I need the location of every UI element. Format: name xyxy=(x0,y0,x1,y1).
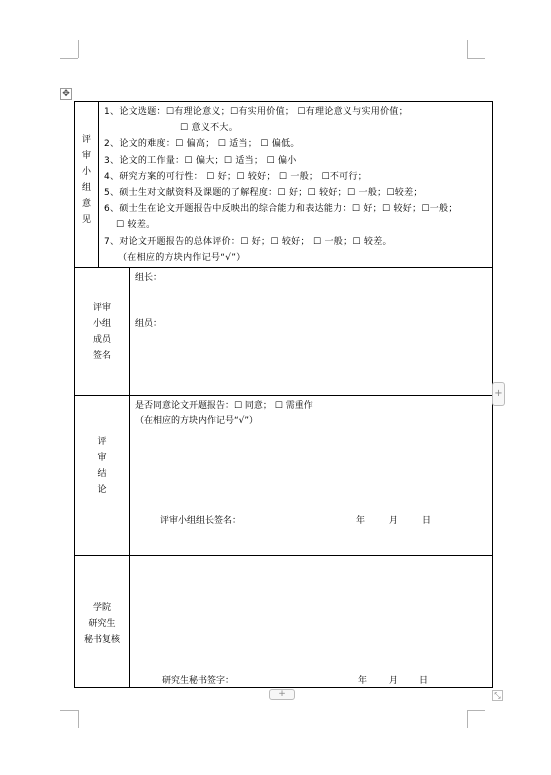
review-opinion-row xyxy=(75,102,493,268)
crop-mark-bottom-left-h xyxy=(60,710,78,711)
secretary-day-label: 日 xyxy=(419,676,429,686)
criterion-literature: 5、硕士生对文献资料及课题的了解程度：☐ 好；☐ 较好；☐ 一般；☐较差； xyxy=(104,188,423,199)
member-signature-title: 评审 小组 成员 签名 xyxy=(92,303,111,361)
day-label: 日 xyxy=(422,516,432,526)
table-resize-handle-icon[interactable]: ⤡ xyxy=(492,690,503,701)
review-conclusion-title: 评 审 结 论 xyxy=(97,437,107,495)
review-opinion-content-cell[interactable] xyxy=(99,102,493,268)
month-label: 月 xyxy=(389,516,399,526)
table-move-handle-icon[interactable]: ✥ xyxy=(60,88,72,100)
approval-instruction: （在相应的方块内作记号“√”） xyxy=(135,416,259,426)
add-column-button[interactable]: + xyxy=(492,382,505,406)
review-opinion-header-cell xyxy=(75,102,99,268)
review-criteria-list xyxy=(99,102,492,266)
review-conclusion-header-cell xyxy=(75,396,130,556)
crop-mark-top-left-h xyxy=(60,58,78,59)
criterion-ability-cont: ☐ 较差。 xyxy=(116,220,156,231)
criterion-overall: 7、对论文开题报告的总体评价：☐ 好；☐ 较好； ☐ 一般；☐ 较差。 xyxy=(104,236,392,247)
review-conclusion-content-cell[interactable] xyxy=(130,396,493,556)
secretary-review-content-cell[interactable] xyxy=(130,556,493,688)
member-signature-header-cell xyxy=(75,268,130,396)
crop-mark-bottom-left-v xyxy=(78,710,79,728)
crop-mark-bottom-right-v xyxy=(467,710,468,728)
secretary-review-row xyxy=(75,556,493,688)
mark-instruction: （在相应的方块内作记号“√”） xyxy=(118,252,246,263)
leader-label: 组长： xyxy=(135,273,163,283)
approval-question: 是否同意论文开题报告：☐ 同意； ☐ 需重作 xyxy=(135,401,313,411)
criterion-difficulty: 2、论文的难度：☐ 偏高； ☐ 适当； ☐ 偏低。 xyxy=(104,139,300,150)
review-form-table xyxy=(74,101,493,688)
member-signature-content-cell[interactable] xyxy=(130,268,493,396)
criterion-topic: 1、论文选题：☐有理论意义；☐有实用价值； ☐有理论意义与实用价值； xyxy=(104,107,408,117)
members-label: 组员： xyxy=(135,319,163,329)
criterion-feasibility: 4、研究方案的可行性： ☐ 好；☐ 较好； ☐ 一般； ☐不可行； xyxy=(104,171,368,182)
secretary-signature-label: 研究生秘书签字： xyxy=(162,676,235,686)
leader-signature-label: 评审小组组长签名： xyxy=(160,516,242,526)
crop-mark-bottom-right-h xyxy=(467,710,485,711)
review-opinion-title: 评 审 小 组 意 见 xyxy=(81,135,91,225)
crop-mark-top-right-v xyxy=(467,40,468,58)
criterion-topic-cont: ☐ 意义不大。 xyxy=(180,123,239,134)
secretary-year-label: 年 xyxy=(358,676,368,686)
year-label: 年 xyxy=(356,516,366,526)
add-row-button[interactable]: + xyxy=(269,689,295,700)
criterion-ability: 6、硕士生在论文开题报告中反映出的综合能力和表达能力：☐ 好；☐ 较好；☐一般； xyxy=(104,204,458,215)
secretary-month-label: 月 xyxy=(389,676,399,686)
crop-mark-top-left-v xyxy=(78,40,79,58)
member-signature-row xyxy=(75,268,493,396)
crop-mark-top-right-h xyxy=(467,58,485,59)
secretary-review-header-cell xyxy=(75,556,130,688)
criterion-workload: 3、论文的工作量：☐ 偏大；☐ 适当； ☐ 偏小 xyxy=(104,155,297,166)
review-conclusion-row xyxy=(75,396,493,556)
secretary-review-title: 学院 研究生 秘书复核 xyxy=(83,603,120,645)
